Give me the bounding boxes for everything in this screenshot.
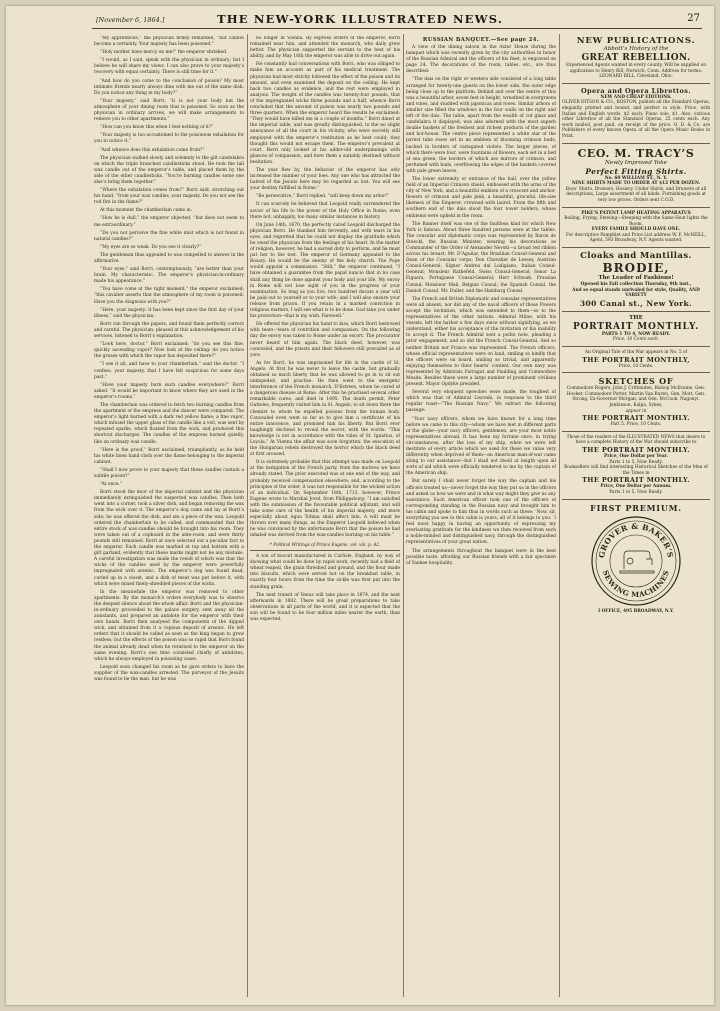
issue-date: [November 6, 1864.] — [96, 16, 165, 24]
ad-address: No. 60 WILLIAM ST., N. Y. — [604, 175, 668, 181]
seal-bottom-text: SEWING MACHINES — [600, 568, 672, 599]
article-heading: RUSSIAN BANQUET.—See page 24. — [422, 37, 540, 43]
divider — [562, 143, 710, 144]
ad-line: And so equal stands unrivaled for style, Quality, AND VARIETY — [572, 287, 700, 299]
paragraph: The next transit of Venus will take place in 1874, and the next afterwards in 1882. There will be great preparations to take observations in all parts of the world, and it is expected that the sun will be found to be four million miles nearer the earth, than was expected. — [250, 592, 400, 623]
paragraph: Borri stood the door of the imperial cabinet and the physician immediately extinguished the suspected wax candles. Then both went into a corner, took a silver dish, and began removing the wax from the wick over it. The emperor’s dog came and lay at Borri’s side; he was offered the dish, and ate a piece of the wax. Leopold ordered the chamberlain to be called, and commanded that the entire stock of wax-candles should be brought into his room. They were taken out of a cupboard in the ante-room, and were thirty pounds still remained. Borri at once selected out a peculiar fact to the emperor. Each candle was marked at top and bottom with a gilt garland, evidently that these marks might not be any mistake. A careful investigation was made the result of which was that the wicks of the candles used by the emperor were powerfully impregnated with arsenic. The emperor’s dog was found dead, curled up in a closet, and a dish of meat was put before it, with which were mixed finely-shredded pieces of the wicks. — [94, 490, 244, 587]
paragraph: “Holy mother have mercy on me!” the emperor shrieked. — [100, 50, 228, 56]
paragraph: In the meanwhile the emperor was removed to other apartments. By the monarch’s orders everybody was to observe the deepest silence about the whole affair. Borri and the physician-in-ordinary proceeded to the palace surgery, sent away all the assistants, and prepared an antidote for the emperor with their own hands. Borri then analysed the components of the dipped wick, and obtained from it a copious deposit of arsenic. He left orders that it should be called as soon as the king began to grow restless; but the effects of the poison was so rapid that Borri found the animal already dead when he returned to the emperor on the same evening. Borri’s one time consisted chiefly of antidotes, which he always employed in poisoning cases. — [94, 589, 244, 662]
ad-parts: Parts 1 to 5, Now Ready. — [609, 459, 663, 465]
paragraph: “Your eyes,” said Borri, contemptuously, “are better than your brain. My characteristic. The emperor’s physician-in-ordinary made his appearance.” — [94, 267, 244, 285]
paragraph: At this moment the chamberlain came in. — [100, 208, 193, 214]
article-column-1 — [94, 36, 244, 997]
ad-price: Price, One Dollar per Annum. — [600, 484, 672, 490]
paragraph: “My apprentices,” the physician firmly remarked, “but cannot become a certainty. Your majesty has been poisoned.” — [94, 36, 244, 48]
ad-footer: appear in — [625, 408, 647, 414]
newspaper-page — [6, 6, 714, 1005]
page-number: 27 — [687, 13, 700, 24]
ad-heading: Cloaks and Mantillas. — [580, 251, 692, 262]
ad-title: THE PORTRAIT MONTHLY. — [582, 445, 690, 454]
ad-title: PORTRAIT MONTHLY. — [572, 321, 700, 332]
paragraph: He offered the physician his hand to kiss, which Borri bestowed with tears—tears of contrition and compassion. On the following day the envoy was taken to Rome under an escort. The procurator never heard of him again. The black deed, however, was concealed, and the priests and their fellowers still prevailed as of yore. — [250, 322, 400, 358]
divider — [562, 346, 710, 347]
ad-price: Price, 10 Cents. — [618, 363, 654, 369]
paragraph: He constantly had conversations with Borri, who was obliged to make him an account as part of his medical treatment. The physician had most strictly followed the effect of the poison and its amount, and even examined the deposit on the ceiling. He kept back two candles as evidence, and the rest were employed in analysis. The weight of the candles was twenty-four pounds, that of the impregnated wicks three pounds and a half, whence Borri concluded that the amount of poison was nearly two pounds and three quarters. When the emperor heard the results he exclaimed: “They would have killed me in a couple of months.” Borri dined at the imperial table, and was greatly distinguished, to the no slight annoyance of all the court in his vicinity, who were secretly still employed with the emperor’s restitution as he best could; they thought this would not escape them. The emperor’s prevalent at court. Borri only looked at his adder-old underpinnings with glances of compassion, and bore them a suitably destined without hesitation. — [250, 62, 400, 165]
ad-parts: PARTS 1 TO 4, NOW READY. — [601, 331, 671, 337]
ad-note: An Original Tale of the War appears in No. 5 of — [584, 350, 688, 356]
paragraph: “How he is dull,” the emperor objected, “but does not seem to me extraordinary.” — [94, 216, 244, 228]
paragraph: “Shall I now prove to your majesty that these candles contain a subtile poison?” — [94, 467, 244, 479]
divider — [562, 207, 710, 208]
ad-title: GREAT REBELLION. — [581, 53, 691, 63]
ad-body: Commodore Rogers, John J. Crittenden, Bishop McIlvaine, Gen. Hooker, Commodore Porter, Martin Van Buren, Gen. Mott, Gen. Strong, Ex-Governor Morgan, and Gen. McCook, Nagonyi, Jenkinson, Kalpa, Sykes, — [566, 386, 706, 408]
paragraph: But surely I shall never forget the way the captain and his officers treated us—never forget the way they put us in the officers and asked us how we were and in what way might they give us any assistance. Each American officer took one of the officers of corresponding standing in the Russian navy and brought him to his cabin and spoke to him thus in words such as these: ‘Now, sir, everything you see in this cabin is yours; all of it belongs to you.’ I feel most happy in having an opportunity of expressing my everlasting gratitude for the kindness we then received from such a noble-minded and distinguished navy, through the distinguished representatives of your great nation. — [406, 479, 556, 546]
divider — [562, 431, 710, 432]
ad-line: Perfect Fitting Shirts. — [585, 166, 687, 176]
divider — [562, 247, 710, 248]
news-items — [250, 554, 400, 623]
ad-heading: FIRST PREMIUM. — [590, 502, 682, 513]
newspaper-title: THE NEW-YORK ILLUSTRATED NEWS. — [216, 12, 504, 26]
footnote: * Political Writings of Prince Eugene, vol. viii. p. 42. — [269, 541, 381, 547]
paragraph: “Your majesty,” said Borri, “it is not your body but the atmosphere of your dining room that is poisoned. So soon as the physician in ordinary arrives, we will make arrangements to remove you to other apartments.” — [94, 98, 244, 123]
ad-portrait-tale — [562, 350, 710, 369]
seal-emblem — [590, 515, 682, 607]
paragraph: The physician walked slowly and solemnly to the gilt candelabra on which the triple branched candlesticks stood. He took the tall wax candle out of the emperor’s table, and placed them by the side of the other candlesticks. “You’re burning candles some one else’s bring them together.” — [94, 155, 244, 185]
ad-line: Newly Improved Yoke — [605, 159, 667, 166]
ad-heading: NEW PUBLICATIONS. — [576, 36, 696, 46]
paragraph: “My eyes are so weak. Do you see it clearly?” — [100, 244, 202, 250]
article-column-3 — [406, 36, 556, 997]
divider — [562, 83, 710, 84]
paragraph: “How can you know this when I feel nothing of it?” — [100, 125, 214, 131]
paragraph: “I would, as I said, speak with the physician in ordinary; but I believe he will share my views. I can also prove to your majesty’s recovery with equal certainty. There is still time for it.” — [94, 58, 244, 76]
masthead-rule — [92, 28, 702, 29]
paragraph: The gentleman thus appealed to was compelled to answer in the affirmative. — [94, 252, 244, 264]
paragraph: “Have your majesty burn such candles everywhere?” Borri asked. “It would be important to know where they are used in the emperor’s rooms.” — [94, 382, 244, 400]
ad-name: BRODIE, — [602, 261, 670, 276]
paragraph: “The dais on the right or western side consisted of a long table arranged for twenty-one guests on the lower side, the outer edge being close up to the platform. Behind and over the centre of this was a beautiful arbor, seven feet in height, wreathed in evergreens and vines, and studded with japonicas and roses. Similar arbors of smaller size filled the windows in the four walls on the right and left of the dais. The table, apart from the wealth of cut glass and candelabra it displayed, was also adorned with the most superb double baskets of the freshest and richest products of the garden and hot-house. The centre piece represented a white star of the purest tube roses set in an emblem of blooming crimson buds, backed in borders of variegated violets. The larger pieces, of which there were four, were fountains of flowers, each set in a bed of sea green, the borders of which are mirrors of crimson, and perfumed with buds, overflowing the edges of the baskets covered with pale green leaves. — [406, 77, 556, 174]
article-column-2 — [250, 36, 400, 997]
article-body — [406, 45, 556, 567]
paragraph: “Your navy officers, whom we have known for a long time before we came to this city—whom we have met in different parts of the globe—your navy officers, gentlemen, are your most noble representatives abroad. It has been my fortune once, in trying circumstances, after the loss of my ship, when we were left destitute of every article which we used for these we value very differently when deprived of them—an American man-of-war came along to our assistance—but I shall not dwell at length upon all sorts of aid which were officially tendered to me by the captain of the American ship. — [406, 416, 556, 477]
ad-new-publications — [562, 36, 710, 80]
paragraph: The French and British Diplomatic and consular representatives were all absent; nor did any of the naval officers of those Powers accept the invitation, which was extended to them—so to the representatives of the other nations. Admiral Milne, with his vessels, left the harbor a few days since without signifying, as we understand, either his acceptance of the invitation or his inability to accept it. The French Admiral sent a polite note, pleading a prior engagement, and so did the French Consul-General. And so neither Britain nor France was represented. The French officers, whose official representatives were on land, smiling so kindly that the officers were on board, smiling so trivial, and apparently enjoying themselves to their hearts’ content. Our own navy was represented by Admirals Farragut and Paulding and Commodore Meade. Besides these were a large number of prominent civilians present. Mayor Opdyke presided. — [406, 296, 556, 388]
ad-part: Part 5. Price, 10 Cents. — [610, 422, 662, 428]
paragraph: Leopold soon changed his room as he gave orders to have the supplier of the wax-candles arrested. The purveyor of the Jesuits was found to be the man, but he was — [94, 664, 244, 682]
paragraph: “Here is the proof,” Borri exclaimed, triumphantly, as he held his white linen hand cloth over the flame belonging to the imperial cabinet. — [94, 447, 244, 465]
divider — [562, 372, 710, 373]
paragraph: The year flew by, the behavior of the emperor has only increased the number of your foes. Any one who has attracted the hatred of the Jesuits here may be regarded as lost. You will see your destiny fulfilled in Rome.” — [250, 167, 400, 192]
ad-title: THE PORTRAIT MONTHLY. — [582, 476, 690, 485]
column-divider — [247, 34, 248, 997]
ad-subscribe — [562, 435, 710, 496]
ad-heading: Opera and Opera Librettos. — [580, 86, 692, 95]
ad-body: Boys’ Shirts, Drawers, Hosiery, Under Shirts, and Drawers of all descriptions, Large assortment of all kinds. Furnishing goods at very low prices. Orders sent C.O.D. — [565, 186, 707, 203]
ad-title: THE PORTRAIT MONTHLY, — [582, 355, 690, 364]
masthead — [6, 6, 714, 32]
paragraph: “At once.” — [100, 482, 123, 488]
advertisement-column — [562, 36, 710, 997]
ad-tagline: EVERY FAMILY SHOULD HAVE ONE. — [591, 227, 681, 233]
article-body — [250, 36, 400, 540]
paragraph: “And how do you come to the conclusion of poison? My most intimate friends nearly always dine with me out of the same dish. Do you notice any thing in my body?” — [94, 78, 244, 96]
paragraph: “I see it all, and have to your chamberlain,” said the doctor. “I confess, your majesty, that I have felt suspicious for some days past.” — [94, 362, 244, 380]
paragraph: “Where the exhalation comes from?” Borri said, stretching out his hand; “from your wax candles, your majesty. Do you not see the red fire in the flame?” — [94, 188, 244, 206]
ad-address: 300 Canal st., New York. — [579, 298, 693, 308]
paragraph: “And whence does this exhalation come from?” — [100, 147, 205, 153]
ad-heading: SKETCHES OF — [598, 376, 674, 387]
ad-heading: PIKE’S PATENT LAMP HEATING APPARATUS — [581, 210, 691, 216]
paragraph: The arrangements throughout the banquet were in the best possible taste, affording our Russian friends with a fair specimen of Yankee hospitality. — [406, 548, 556, 566]
grover-baker-seal-logo — [590, 515, 682, 607]
paragraph: Several very eloquent speeches were made, the toughest of which was that of Admiral Lisovski, in response to the third regular toast—“The Russian Navy.” We extract the following passage: — [406, 390, 556, 414]
paragraph: The Banner itself was one of the faultless kind for which New York is famous. About three hundred persons were at the tables. The consular and diplomatic corps was represented by Baron de Stoeckl, the Russian Minister, wearing his decorations as Commander of the Order of Alexander Nevski—a broad red ribbon across his breast; Mr. D’Aguilar, the Brazilian Consul-General and Dean of the Consular corps; Don Chevalier de Lessey, Austrian Consul-General; Signor Andrea dal Lodigiano, Italian Consul-General; Monsieur Rathefeld, Swiss Consul-General; Senor La Figuera, Portuguese Consul-General; Herr Schwab, Prussian Consul; Monsieur Mali, Belgian Consul; the Spanish Consul, the Danish Consul, Mr. Duller, and the Hamburg Consul. — [406, 221, 556, 294]
paragraph: “Be persecutive,” Borri replied, “will keep down my ardor!” — [256, 194, 390, 200]
column-divider — [559, 34, 560, 997]
ad-price: Price, One Dollar per Year. — [603, 453, 669, 459]
ad-subheading: Abbott’s History of the — [603, 46, 669, 52]
ad-tagline: The Leader of Fashions! — [598, 275, 674, 282]
paragraph: no longer in Vienna. By express orders of the emperor, Borri remained near him, and attended the monarch, who daily grew better. The physician supported the servant to the best of his ability, and by May 16th the emperor was able to drive out again. — [250, 36, 400, 60]
paragraph: It is extremely probable that this attempt was made on Leopold at the instigation of the French party, from the motives we have already stated. The prior executed was at one end of the way, and probably received compensation elsewhere; and, according to the principles of the order, it was not responsible for the wicked action of an individual. On September 18th, 1713, however, Prince Eugene wrote to Marshal Jovel, from Philippsburg: “I am satisfied with the submission of the favourable political adjutant, and will take some care of the health of his imperial majesty, and more especially about Agua Tofana shall affect him. A will must be thrown over many things, as the Emperor Leopold believed when he was convinced by the unfortunate Borri that the poison he had inhaled was derived from the wax-candles burning on his table.” — [250, 460, 400, 539]
paragraph: “Here, your majesty: it has been kept since the first day of your illness,” said the physician. — [94, 307, 244, 319]
seal-top-text: GROVER & BAKER’S — [597, 521, 675, 559]
divider — [562, 311, 710, 312]
ad-price: Price, 10 Cents each. — [612, 337, 660, 343]
ad-portrait-monthly — [562, 315, 710, 343]
paragraph: “Do you not perceive the fine white mist which is not found in natural candles?” — [94, 230, 244, 242]
ad-parts: Parts 1 to 5, Now Ready. — [609, 489, 663, 495]
sewing-machine-icon — [620, 551, 654, 573]
paragraph: As for Borri, he was imprisoned for life in the castle of St. Angelo. At first he was never to leave the castle, but gradually obtained so much liberty that he was allowed to go in to sit out unimpeded, and practise. He then went to the energetic interference of the French monarch, D’Estrees, whom he cured of a dangerous disease at Rome. After this he practised several other remarkable cures, and died in 1695. The death permit, Peter Gutteles, frequently visited him in St. Angelo, to sit down there the chemist to whom he expelled poisons from the human body. Concealed even went so far as to give him a certificate of his entire innocence, and promised him his liberty. But Borri ever laughingly declined to reveal the secret, with the words: “This knowledge is not in accordance with the rules of St. Ignatius, of Loyola.” At Vienna the affair was soon forgotten: the execution of the Hungarian rebels destroyed the horror which the black deed at first aroused. — [250, 360, 400, 458]
ad-body: Boiling, Frying, Stewing—Steeping with the Same Heat lights the Room. — [564, 216, 708, 227]
ad-body: OLIVER DITSON & CO., BOSTON, publish all the Standard Operas, elegantly printed and bound, and perfect in style. Price, with Italian and English words, $2 each; Piano solo, $1. Also, various other Librettos of all the Standard Operas, 25 cents each. Any work mailed, post paid, on receipt of the price. O. D. & Co. are Publishers of every known Opera of all the Opera Music Books in Print. — [562, 100, 710, 139]
paragraph: On June 14th, 1670, the perfectly cured Leopold discharged the physician Borri. He thanked him fervently, and with tears in his eyes, and regretted that he could not display the gratitude which he owed the physician from the feelings of his heart. In the matter of religion, however, he had a sacred duty to perform, and he must put her to the test. The emperor of Germany appealed to the Rosary. He would be the enemy of the holy church. The Pope would appoint a commission. “Still,” the emperor continued, “I have obtained a guarantee from the papal nuncio that in no case shall any thing be done against your body and your life. My envoy in Rome will not lose sight of you in the progress of your examination. So long as you live, two hundred ducats a year will be paid out to yourself or to your wife; and I will also ensure your release from prison. If you retain in a marked conviction in religious matters, I will see what is to be done. God take you under his protection—that is my wish. Farewell.” — [250, 222, 400, 320]
paragraph: “Your majesty is too accustomed to the poisonous exhalation for you to notice it.” — [94, 133, 244, 145]
paragraph: Borri ran through the papers, and found them perfectly correct and careful. The physician, pleased at this acknowledgement of his services, listened to Borri’s explanation. — [94, 321, 244, 340]
ad-title: CEO. M. TRACY’S — [577, 146, 695, 160]
svg-text:GROVER & BAKER’S — [597, 521, 675, 558]
paragraph: A view of the dining saloon in the Astor House during the banquet which was recently given by the city authorities in honor of the Russian Admiral and the officers of his fleet, is engraved on page 24. The decorations of the room, tables, etc., are thus described: — [406, 45, 556, 75]
paragraph: It can scarcely be believed that Leopold really surrendered the savior of his life to the power of the Holy Office in Rome; even there not, unhappily, too many similar instances in history. — [250, 202, 400, 220]
ad-the: THE — [629, 314, 643, 321]
svg-text:SEWING MACHINES — [601, 569, 671, 599]
paragraph: The lower extremity or entrance of the hall, over the yellow field of an Imperial Crimson shield, embossed with the arms of the city of New York, and a beautiful emblem of a crescent and anchor, flowers of crimson and pale pink, a beautiful, graceful, life-size likeness of the Emperor, crowned with laurel. From the fifth and southern end of the dais stood the four tower holders, whose emblems were upheld in the room. — [406, 176, 556, 219]
paragraph: “You have come at the right moment,” the emperor exclaimed; “this cavalier asserts that the atmosphere of my room is poisoned. Have you the diagnosis with you?” — [94, 287, 244, 305]
ad-line: Opened his Fall collection Thursday, 9th inst., — [580, 282, 692, 288]
ad-footer: For descriptive Pamphlet and Price List address W. F. McNEILL, Agent, 593 Broadway, N.Y. Agents wanted. — [565, 232, 707, 244]
column-divider — [403, 34, 404, 997]
divider — [250, 550, 400, 551]
ad-brodie — [562, 251, 710, 308]
ad-offer: NINE SHIRTS MADE TO ORDER AT $12 PER DOZEN. — [571, 181, 701, 187]
paragraph: A ton of biscuit manufactured in Carlisle, England, by way of showing what could be done by rapid work, recently had a field of wheat reaped, the grain threshed and ground, and the flour made into biscuits, which were served hot on the breakfast table, in exactly four hours from the time the sickle was first put into the standing grain. — [250, 554, 400, 590]
ad-sketches — [562, 376, 710, 428]
ad-tracy-shirts — [562, 147, 710, 204]
ad-body: Those of the readers of the ILLUSTRATED NEWS that desire to have a complete History of the War should subscribe to — [566, 434, 706, 446]
paragraph: The chamberlain was ordered to fetch two burning candles from the apartment of the empress and the dancer were compared. The emperor’s light burned with a dark red yellow flame; a fine vapor, which infused the upper glass of the candle like a veil, was sent by repeated sparks, which floated from the wick, and produced this shortcut discharges. The candles of the empress burned quietly, like an ordinary wax candle. — [94, 402, 244, 445]
ad-first-premium — [562, 503, 710, 615]
ad-title: THE PORTRAIT MONTHLY. — [582, 414, 690, 423]
ad-office: I OFFICE, 495 BROADWAY, N.Y. — [598, 608, 674, 614]
paragraph: “Look here, doctor,” Borri exclaimed: “do you see this fine, quickly ascending vapor? Now look at the ceiling: do you notice the grease with which the vapor has deposited there?” — [94, 342, 244, 360]
ad-patent-lamp — [562, 211, 710, 245]
ad-body: Experienced Agents wanted in every county. Will be supplied on application to Henry Bill, Norwich, Conn. Address for terms: LEONARD BILL, Cleveland, Ohio. — [566, 63, 706, 80]
ad-opera-librettos — [562, 87, 710, 140]
ad-body: Booksellers will find interesting Historical Sketches of the Men of the Times in — [564, 465, 708, 476]
divider — [562, 499, 710, 500]
ad-subheading: NEW AND CHEAP EDITIONS. — [600, 94, 672, 100]
